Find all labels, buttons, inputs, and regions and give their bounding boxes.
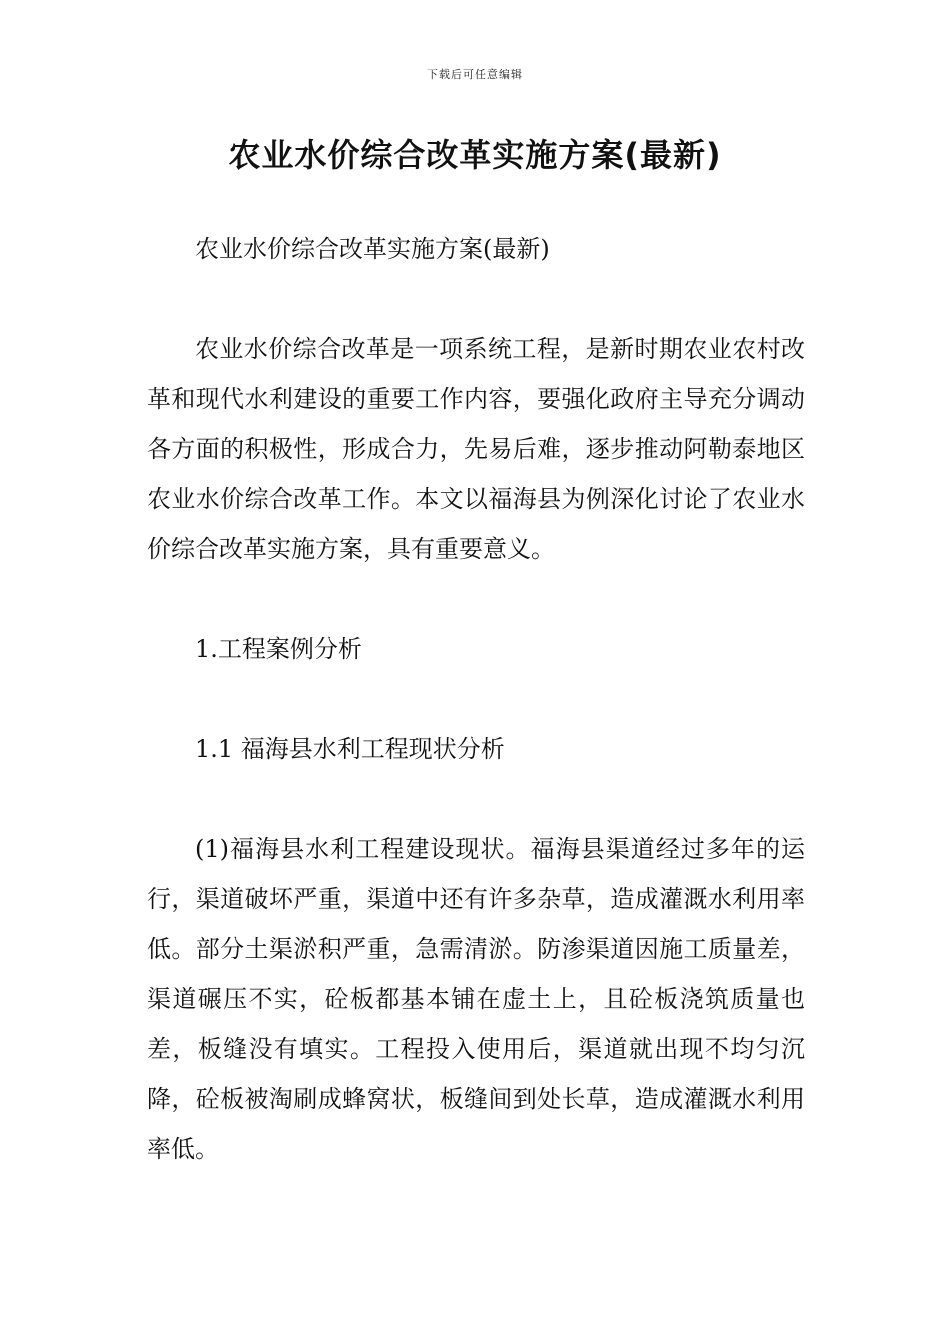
header-note: 下载后可任意编辑 [427, 68, 523, 81]
body-paragraph-1: (1)福海县水利工程建设现状。福海县渠道经过多年的运行，渠道破坏严重，渠道中还有许多杂草，造成灌溉水利用率低。部分土渠淤积严重，急需清淤。防渗渠道因施工质量差，渠道碾压不实，砼板都基本铺在虚土上，且砼板浇筑质量也差，板缝没有填实。工程投入使用后，渠道就出现不均匀沉降，砼板被淘刷成蜂窝状，板缝间到处长草，造成灌溉水利用率低。 [147, 835, 805, 1163]
section-heading-1: 1.工程案例分析 [195, 635, 362, 663]
document-title: 农业水价综合改革实施方案(最新) [228, 136, 722, 174]
document-subtitle: 农业水价综合改革实施方案(最新) [195, 235, 550, 263]
section-heading-1-1: 1.1 福海县水利工程现状分析 [195, 735, 505, 763]
document-body [147, 224, 805, 1224]
intro-paragraph: 农业水价综合改革是一项系统工程，是新时期农业农村改革和现代水利建设的重要工作内容，要强化政府主导充分调动各方面的积极性，形成合力，先易后难，逐步推动阿勒泰地区农业水价综合改革工作。本文以福海县为例深化讨论了农业水价综合改革实施方案，具有重要意义。 [147, 335, 805, 563]
